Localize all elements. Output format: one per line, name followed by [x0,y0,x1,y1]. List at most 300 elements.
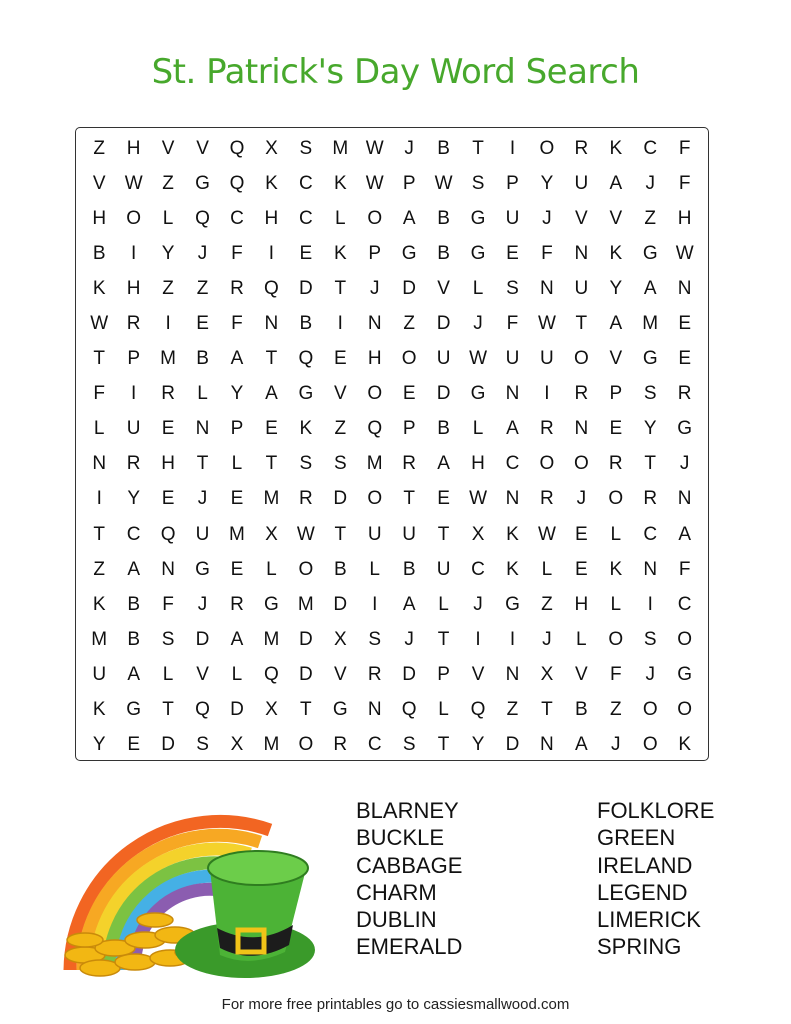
grid-letter: U [195,523,210,545]
grid-letter: F [541,242,553,264]
grid-letter: O [677,628,693,650]
grid-letter: D [436,313,451,335]
grid-letter: Z [162,277,174,299]
grid-letter: J [645,172,655,194]
grid-letter: L [334,207,346,229]
grid-letter: U [436,348,451,370]
grid-letter: Y [92,734,106,756]
grid-letter: K [506,558,519,580]
grid-letter: S [471,172,485,194]
grid-letter: D [230,699,244,721]
word-list-item: EMERALD [356,934,463,960]
grid-letter: P [506,172,519,194]
grid-row [76,447,708,482]
grid-letter: F [678,558,691,580]
grid-letter: O [642,734,658,756]
grid-letter: E [230,488,244,510]
grid-letter: B [437,137,450,159]
grid-letter: Z [93,137,106,159]
grid-letter: A [402,207,416,229]
grid-letter: V [196,663,209,685]
grid-row [76,166,708,201]
grid-letter: S [299,137,313,159]
grid-letter: E [609,418,623,440]
grid-letter: E [437,488,450,510]
grid-letter: V [575,207,588,229]
grid-letter: Y [471,734,485,756]
grid-letter: W [469,488,487,510]
grid-letter: N [505,383,520,405]
grid-letter: T [300,699,312,721]
grid-letter: R [230,277,244,299]
grid-letter: K [92,277,106,299]
grid-letter: N [367,699,382,721]
grid-row [76,693,708,728]
grid-letter: B [437,418,450,440]
grid-letter: S [506,277,519,299]
grid-letter: P [368,242,382,264]
grid-letter: I [544,383,550,405]
grid-letter: B [127,628,140,650]
grid-letter: L [197,383,208,405]
grid-letter: V [575,663,588,685]
grid-letter: W [537,523,556,545]
grid-letter: G [677,418,693,440]
grid-letter: L [162,663,174,685]
grid-letter: Z [93,558,106,580]
grid-letter: Q [470,699,486,721]
grid-letter: M [160,348,176,370]
grid-letter: V [196,137,209,159]
grid-letter: S [161,628,175,650]
grid-letter: F [609,663,622,685]
grid-letter: P [402,418,416,440]
grid-letter: Q [229,172,245,194]
grid-letter: T [472,137,484,159]
grid-letter: T [265,453,278,475]
grid-letter: Q [229,137,245,159]
grid-letter: H [574,593,589,615]
grid-letter: W [469,348,487,370]
grid-letter: N [540,277,554,299]
grid-letter: D [333,488,348,510]
grid-letter: D [161,734,175,756]
grid-row [76,728,708,763]
grid-letter: G [298,383,314,405]
grid-letter: B [299,313,313,335]
grid-row [76,201,708,236]
grid-letter: H [92,207,107,229]
grid-letter: C [643,523,658,545]
grid-letter: P [437,663,450,685]
grid-letter: M [642,313,659,335]
grid-letter: W [296,523,315,545]
grid-letter: X [230,734,244,756]
grid-letter: Y [127,488,140,510]
word-list-right [597,797,714,961]
grid-letter: I [131,383,137,405]
grid-letter: A [402,593,416,615]
word-list-item: LEGEND [597,879,688,905]
grid-letter: Z [506,699,519,721]
grid-letter: M [263,734,280,756]
grid-letter: N [574,242,589,264]
grid-letter: M [366,453,383,475]
grid-letter: V [161,137,175,159]
grid-letter: A [575,734,588,756]
grid-letter: E [161,418,175,440]
grid-letter: R [540,418,554,440]
grid-letter: T [196,453,209,475]
grid-letter: Q [195,207,210,229]
grid-letter: S [196,734,209,756]
page-title: St. Patrick's Day Word Search [151,52,640,92]
grid-letter: H [126,137,141,159]
grid-letter: R [608,453,623,475]
grid-letter: L [472,418,484,440]
grid-letter: H [264,207,279,229]
grid-letter: O [573,348,589,370]
grid-letter: S [368,628,382,650]
grid-letter: D [505,734,520,756]
grid-letter: J [473,593,483,615]
grid-letter: G [332,699,348,721]
grid-letter: I [475,628,481,650]
grid-letter: N [505,488,520,510]
grid-letter: O [677,699,693,721]
grid-letter: B [437,207,450,229]
grid-letter: J [197,242,208,264]
grid-letter: E [230,558,244,580]
grid-letter: K [506,523,519,545]
grid-letter: A [437,453,450,475]
grid-letter: U [540,348,554,370]
grid-letter: F [506,313,519,335]
grid-letter: U [574,277,589,299]
grid-letter: A [230,348,244,370]
grid-letter: E [575,523,588,545]
word-search-grid [75,127,709,761]
grid-letter: L [438,593,449,615]
grid-letter: J [542,628,552,650]
grid-letter: H [367,348,382,370]
word-list-item: CHARM [356,879,437,905]
grid-letter: L [162,207,174,229]
grid-row [76,306,708,341]
grid-letter: F [231,313,243,335]
grid-letter: R [677,383,692,405]
grid-letter: A [265,383,278,405]
grid-letter: E [575,558,588,580]
word-list-item: DUBLIN [356,907,437,933]
grid-letter: B [402,558,416,580]
grid-letter: E [196,313,209,335]
grid-letter: K [609,137,623,159]
grid-row [76,517,708,552]
grid-letter: G [677,663,693,685]
grid-letter: L [93,418,105,440]
grid-letter: Q [264,663,279,685]
grid-letter: U [505,207,520,229]
grid-letter: G [642,242,658,264]
grid-letter: T [403,488,415,510]
grid-letter: V [333,383,347,405]
grid-letter: F [678,172,691,194]
grid-letter: J [404,137,414,159]
grid-letter: A [506,418,519,440]
grid-letter: L [576,628,587,650]
rainbow-leprechaun-hat-illustration [45,770,335,995]
grid-letter: C [505,453,520,475]
grid-letter: G [195,172,210,194]
word-list-item: SPRING [597,934,682,960]
grid-row [76,587,708,622]
grid-letter: D [195,628,210,650]
grid-letter: D [298,277,313,299]
grid-letter: R [643,488,658,510]
grid-letter: P [609,383,623,405]
grid-letter: A [127,663,140,685]
grid-letter: J [473,313,483,335]
grid-row [76,271,708,306]
grid-letter: D [402,663,417,685]
grid-letter: E [299,242,313,264]
grid-letter: T [334,277,347,299]
grid-letter: B [437,242,450,264]
grid-letter: I [268,242,275,264]
grid-letter: O [539,453,555,475]
grid-letter: K [609,242,623,264]
grid-letter: R [126,453,141,475]
grid-letter: L [266,558,277,580]
grid-letter: O [126,207,142,229]
grid-letter: O [539,137,555,159]
grid-letter: V [333,663,347,685]
grid-letter: T [437,523,450,545]
grid-letter: K [299,418,313,440]
grid-letter: B [575,699,588,721]
grid-letter: C [298,172,313,194]
grid-row [76,342,708,377]
grid-letter: G [264,593,279,615]
word-list-item: GREEN [597,825,676,851]
grid-letter: H [471,453,485,475]
grid-letter: O [298,734,314,756]
word-list-item: IRELAND [597,852,693,878]
grid-letter: C [471,558,485,580]
grid-letter: O [367,488,383,510]
grid-letter: T [93,348,106,370]
grid-letter: G [470,207,486,229]
grid-letter: X [333,628,347,650]
grid-letter: U [367,523,382,545]
grid-letter: D [298,628,313,650]
grid-letter: A [609,172,623,194]
grid-letter: T [265,348,278,370]
grid-letter: K [609,558,623,580]
grid-letter: G [505,593,520,615]
grid-letter: O [298,558,314,580]
grid-letter: S [299,453,313,475]
grid-letter: I [165,313,171,335]
grid-letter: W [434,172,453,194]
word-list-item: BUCKLE [356,825,445,851]
grid-letter: S [643,628,657,650]
grid-letter: U [126,418,141,440]
grid-letter: X [265,699,278,721]
grid-letter: E [678,348,691,370]
grid-letter: Q [298,348,314,370]
grid-letter: T [334,523,347,545]
grid-letter: L [541,558,553,580]
word-list-item: LIMERICK [597,907,701,933]
grid-letter: K [92,593,106,615]
grid-letter: F [162,593,174,615]
grid-letter: M [263,488,280,510]
grid-letter: T [437,628,450,650]
grid-letter: G [470,242,486,264]
grid-letter: Y [540,172,554,194]
grid-letter: L [231,663,243,685]
grid-letter: T [644,453,657,475]
grid-letter: J [369,277,380,299]
grid-letter: O [367,383,383,405]
grid-letter: V [437,277,450,299]
grid-letter: K [333,172,347,194]
grid-letter: N [643,558,658,580]
grid-letter: M [91,628,108,650]
grid-letter: M [332,137,349,159]
grid-letter: E [506,242,519,264]
grid-letter: U [574,172,589,194]
grid-letter: U [92,663,107,685]
grid-letter: Z [162,172,174,194]
grid-letter: D [333,593,348,615]
grid-letter: O [367,207,383,229]
grid-letter: I [96,488,102,510]
grid-letter: J [542,207,552,229]
grid-letter: U [436,558,451,580]
grid-letter: W [124,172,143,194]
footer-text: For more free printables go to cassiesmallwood.com [221,996,570,1013]
grid-letter: E [127,734,140,756]
grid-letter: T [93,523,106,545]
grid-letter: D [298,663,313,685]
grid-letter: X [265,137,278,159]
grid-row [76,552,708,587]
grid-letter: Z [403,313,415,335]
grid-letter: H [161,453,175,475]
grid-letter: L [610,593,622,615]
grid-letter: A [609,313,623,335]
grid-letter: I [337,313,343,335]
grid-letter: R [333,734,348,756]
grid-letter: N [677,488,692,510]
grid-letter: J [611,734,621,756]
grid-letter: W [537,313,556,335]
grid-letter: X [265,523,278,545]
grid-letter: E [678,313,691,335]
grid-letter: N [264,313,279,335]
grid-letter: C [643,137,658,159]
grid-row [76,482,708,517]
grid-letter: H [677,207,692,229]
grid-letter: M [297,593,314,615]
grid-row [76,377,708,412]
grid-letter: F [231,242,243,264]
grid-letter: J [645,663,655,685]
grid-letter: E [333,348,347,370]
grid-letter: C [367,734,382,756]
grid-letter: Z [644,207,657,229]
grid-letter: L [610,523,622,545]
grid-row [76,657,708,692]
grid-letter: D [402,277,417,299]
grid-letter: M [263,628,280,650]
grid-letter: E [265,418,278,440]
grid-letter: P [230,418,244,440]
grid-letter: T [437,734,450,756]
grid-letter: J [197,593,208,615]
grid-letter: L [369,558,380,580]
grid-letter: U [402,523,417,545]
grid-letter: X [471,523,485,545]
grid-letter: Q [160,523,176,545]
grid-letter: A [643,277,657,299]
grid-letter: R [574,383,589,405]
grid-letter: Z [541,593,553,615]
grid-row [76,236,708,271]
grid-letter: N [161,558,175,580]
grid-letter: W [675,242,694,264]
grid-letter: V [609,348,623,370]
grid-letter: Q [367,418,383,440]
grid-letter: I [509,137,516,159]
grid-letter: L [231,453,243,475]
grid-letter: T [162,699,174,721]
grid-letter: P [402,172,416,194]
grid-letter: W [90,313,109,335]
grid-letter: J [679,453,690,475]
grid-letter: R [367,663,382,685]
grid-letter: R [230,593,244,615]
grid-letter: S [643,383,657,405]
grid-letter: Y [230,383,244,405]
grid-letter: G [195,558,210,580]
grid-letter: G [642,348,658,370]
grid-letter: A [230,628,244,650]
grid-letter: V [609,207,623,229]
word-list-item: CABBAGE [356,852,463,878]
grid-letter: O [642,699,658,721]
grid-letter: G [401,242,417,264]
grid-letter: R [161,383,175,405]
grid-letter: I [131,242,137,264]
grid-letter: L [472,277,484,299]
word-list-item: FOLKLORE [597,798,715,823]
grid-letter: O [608,488,624,510]
grid-letter: W [365,172,384,194]
grid-letter: Z [334,418,347,440]
grid-letter: V [92,172,106,194]
grid-letter: T [541,699,553,721]
grid-letter: D [436,383,451,405]
word-list-item: BLARNEY [356,798,459,823]
grid-letter: J [404,628,414,650]
grid-letter: A [127,558,140,580]
grid-letter: H [126,277,141,299]
grid-letter: B [127,593,140,615]
